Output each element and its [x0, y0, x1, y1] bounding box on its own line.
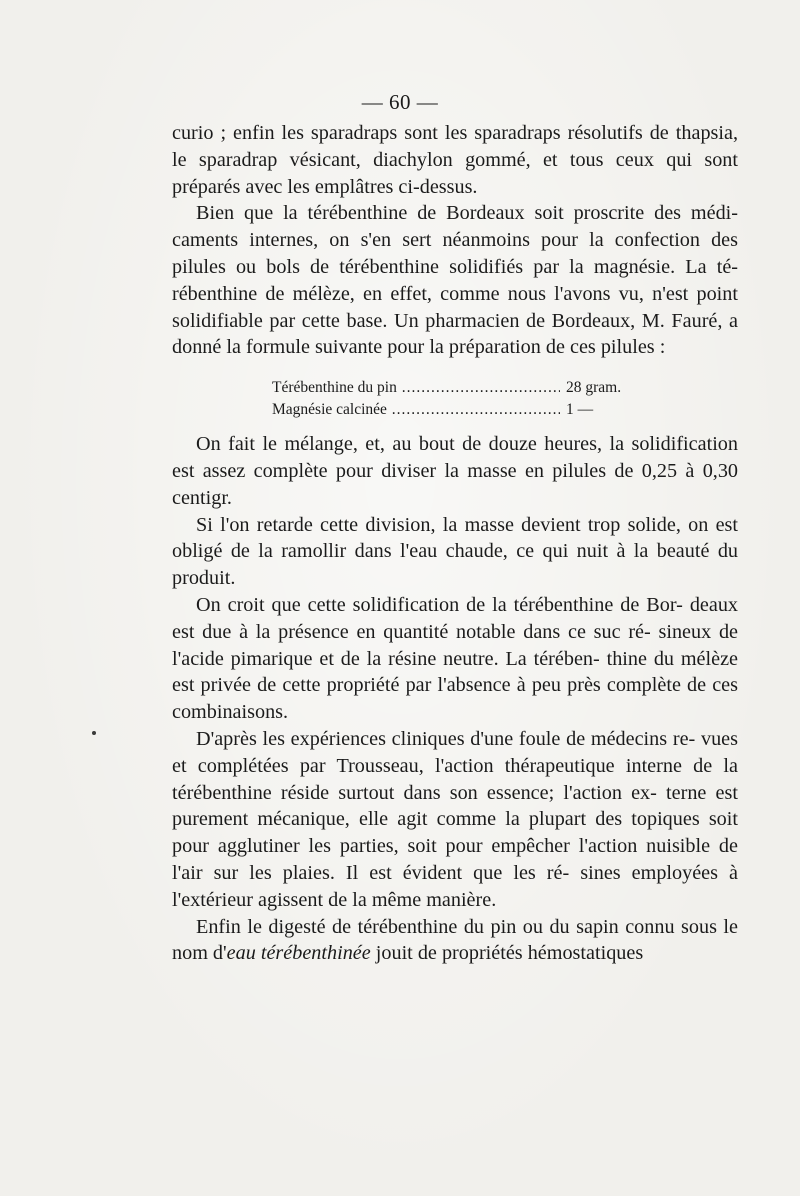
formula-row	[272, 399, 632, 421]
text-line: qui sont préparés avec les emplâtres ci-dessus.	[172, 148, 738, 198]
text-line: topiques soit pour agglutiner les parties, soit pour empêcher	[172, 808, 738, 858]
page-body	[172, 120, 738, 967]
text-line: l'action nuisible de l'air sur les plaies. Il est évident que les ré-	[172, 835, 738, 884]
text-line: On fait le mélange, et, au bout de douze heures, la solidification	[196, 433, 738, 456]
text-line: sines employées à l'extérieur agissent de la même manière.	[172, 861, 738, 911]
text-line: caments internes, on s'en sert néanmoins pour la confection des	[172, 229, 738, 252]
pill-formula	[172, 377, 738, 421]
text-fragment: sous le nom d'	[172, 915, 738, 965]
paragraph-continued	[172, 120, 738, 200]
formula-quantity: 1 —	[566, 401, 594, 419]
text-line: thine du mélèze est privée de cette propriété par l'absence à peu	[172, 647, 739, 697]
text-line: du produit.	[172, 540, 739, 590]
text-line: a donné la formule suivante pour la préparation de ces pilules :	[172, 309, 738, 359]
text-line: Bien que la térébenthine de Bordeaux soit proscrite des médi-	[196, 202, 738, 225]
formula-row	[272, 377, 632, 399]
text-line: On croit que cette solidification de la térébenthine de Bor-	[196, 593, 683, 616]
paragraph-solidification	[172, 592, 738, 726]
text-line: rébenthine de mélèze, en effet, comme nous l'avons vu, n'est point	[172, 282, 738, 305]
paragraph-division	[172, 512, 738, 592]
paragraph-bordeaux-turpentine	[172, 200, 738, 361]
text-line: sineux de l'acide pimarique et de la résine neutre. La térében-	[172, 620, 739, 670]
formula-quantity: 28 gram.	[566, 379, 622, 397]
text-line: curio ; enfin les sparadraps sont les sparadraps résolutifs de	[172, 122, 669, 144]
paragraph-mixing	[172, 431, 738, 511]
text-line: deaux est due à la présence en quantité notable dans ce suc ré-	[172, 593, 739, 643]
text-line: est assez complète pour diviser la masse en pilules de 0,25 à	[172, 459, 695, 482]
paragraph-therapeutic-action	[172, 726, 738, 914]
text-line: pilules ou bols de térébenthine solidifiés par la magnésie. La té-	[172, 255, 738, 278]
text-line: Enfin le digesté de térébenthine du pin ou du sapin connu	[196, 915, 675, 938]
paragraph-hemostatic	[172, 914, 738, 968]
italic-term: eau térébenthinée	[226, 942, 371, 965]
formula-ingredient: Térébenthine du pin .....	[272, 377, 560, 399]
text-line: de la térébenthine réside surtout dans son essence; l'action ex-	[172, 754, 739, 804]
text-line: solidifiable par cette base. Un pharmacien de Bordeaux, M. Fauré,	[172, 309, 723, 332]
ink-speck	[92, 731, 96, 735]
text-line: D'après les expériences cliniques d'une foule de médecins re-	[196, 727, 696, 750]
text-line: terne est purement mécanique, elle agit comme la plupart des	[172, 781, 738, 831]
text-fragment: jouit de propriétés hémostatiques	[370, 942, 644, 965]
text-line: est obligé de la ramollir dans l'eau chaude, ce qui nuit à la beauté	[172, 513, 738, 563]
page-number: — 60 —	[361, 90, 439, 114]
text-line: vues et complétées par Trousseau, l'action thérapeutique interne	[172, 727, 738, 777]
text-line: 0,30 centigr.	[172, 459, 739, 509]
text-line: près complète de ces combinaisons.	[172, 674, 739, 724]
formula-ingredient: Magnésie calcinée .....	[272, 399, 560, 421]
text-line: thapsia, le sparadrap vésicant, diachylon gommé, et tous ceux	[172, 122, 739, 171]
text-line: Si l'on retarde cette division, la masse devient trop solide, on	[196, 513, 709, 536]
